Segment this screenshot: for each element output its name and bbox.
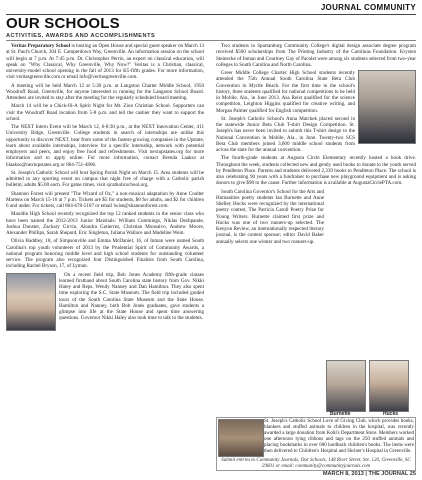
news-item: Mauldin High School recently recognized the top 12 ranked students in the senior class who have been named the 2012-2013 Junior Marshals: William Cummings, Niklas Dezhpande, Joshua Dunster, Zachary Girvin, Alondra Gutierrez, Christian Monsalvo, Andrew Moore, Alexander Phillips, Sarah Shepard, Eric Singleton, Juliana Wallace and Madeline Wein. (6, 211, 204, 236)
news-item: St. Joseph's Catholic School's Anna Matchek placed second in the statewide Junior Beta Club T-shirt Design Competition. St. Joseph's has never been invited to submit this T-shirt design to the National Convention in Mobile, Ala., in June. Twenty-two SCS Beta Club members joined 3,600 middle school students from across the state for the annual convention. (216, 115, 355, 153)
beta-club-photo (358, 70, 416, 144)
love-of-giving-photo (218, 419, 264, 457)
news-item: On a recent field trip, Bob Jones Academy fifth-grade classes learned firsthand about South Carolina state history from Gov. Nikki Haley and Reps. Wendy Nanney and Dan Hamilton. They also spent time exploring the S.C. State Museum. The field trip included guided tours of the South Carolina State Museum and the State House. Hamilton and Nanney, both Bob Jones graduates, gave students a glimpse into life at the State House and spent time answering questions. Governor Nikki Haley also took time to talk to the students. (6, 272, 204, 322)
field-trip-photo (6, 273, 56, 331)
news-item: March 14 will be a Chick-fil-A Spirit Night for Mt. Zion Christian School. Supporters can visit the Woodruff Road location from 5-8 p.m. and tell the cashier they want to support the school. (6, 103, 204, 122)
news-item: St. Joseph's Catholic School will host Spring Parish Night on March 15. Area students will be admitted to any sporting event on campus that night free of charge with a Catholic parish bulletin; adults $5.00 each. For game times, visit sjcatholicschool.org. (6, 169, 204, 189)
page-footer: MARCH 8, 2013 | THE JOURNAL 25 (322, 471, 416, 477)
left-column (6, 43, 204, 332)
hucks-caption: Hucks (383, 411, 399, 417)
news-item: The NEXT Intern Event will be March 12, 6-8:30 p.m., at the NEXT Innovation Center, 411 University Ridge, Greenville. College students in search of internships are unlike this opportunity to discover NEXT, hear from some of the fastest-growing companies in the Upstate, learn about available internships, interview for a specific internship, network with potential employers and peers, and enjoy free food and refreshments. Visit nextupstates.org for more information and to apply online. For more information, contact Brenda Laakso at blaakso@nextupstates.org or 864-751-4806. (6, 124, 204, 168)
news-item: Greer Middle College Charter High School students recently attended the 75th Annual South Carolina State Beta Club Convention in Myrtle Beach. For the first time in the school's history, three students qualified for national competitions to be held in Mobile, Ala., in June 2013. Asa Reist qualified for the science competition, Leighton Higgins qualified for creative writing, and Morgan Palmer qualified for English competition. (216, 70, 416, 114)
news-item: Two students in Spartanburg Community College's digital design associate degree program received $500 scholarships from The Printing Industry of the Carolinas Foundation. Krysten Steinecke of Inman and Courtney Gay of Pacolet were among six students selected from two-year colleges in South Carolina and North Carolina. (216, 43, 416, 68)
submit-note: Submit entries to Community Journals, Our Schools, 148 River Street, Ste. 120, Greenville, SC 29601 or email: community@communityjournals.com (221, 458, 411, 469)
news-item: Shannon Forest will present "The Wizard of Oz," a non-musical adaptation by Anne Coulter Martens on March 15-16 at 7 p.m. Tickets are $5 for students, $8 for adults, and $2 for children 6 and under. For tickets, call 864-678-5107 or email lwise@shannonforest.com. (6, 190, 204, 209)
section-subtitle: ACTIVITIES, AWARDS AND ACCOMPLISHMENTS (6, 33, 156, 39)
news-item: A meeting will be held March 12 at 5:30 p.m. at Langston Charter Middle School, 1950 Woodruff Road, Greenville, for anyone interested in running for the Langston School Board. Attendees are invited to stay after the meeting for the regularly scheduled board meeting. (6, 82, 204, 101)
subtitle-rule (6, 40, 416, 41)
news-item: South Carolina Governor's School for the Arts and Humanities poetry students Ian Burnette and Anne Shelley Hucks were recognized by the international poetry contest, The Patricia Caroll Poetry Prize for Young Writers. Burnette claimed first prize and Hucks was one of two runners-up selected. The Kenyon Review, an internationally respected literary journal, is the contest sponsor; editor David Baker annually selects one winner and two runners-up. (216, 188, 324, 245)
news-item: Olivia Baddley, 18, of Simpsonville and Emma McDaniel, 16, of Inman were named South Carolina's top youth volunteers of 2013 by the Prudential Spirit of Community Awards, a national program honoring middle level and high school students for outstanding volunteer service. The program also recognized four Distinguished Finalists from South Carolina, including Rachel Bryson, 17, of Lyman. (6, 238, 204, 270)
right-column (216, 43, 416, 247)
burnette-photo (326, 360, 366, 412)
burnette-caption: Burnette (330, 411, 351, 417)
news-item: Veritas Preparatory School is hosting an Open House and special guest speaker on March 13 at St. Paul's Church, 304 E. Camperdown Way, Greenville. An information session on the school will begin at 7 p.m. At 7:45 p.m. Dr. Christopher Perrin, an expert on classical education, will speak on "Why Classical, Why Greenville, Why Now?" Veritas is a Christian, classical, university-model school opening in the fall of 2013 for K5-fifth grades. For more information, visit veritasgreenville.com or email info@veritasgreenville.com. (6, 43, 204, 81)
news-item: The fourth-grade students at Augusta Circle Elementary recently hosted a book drive. Throughout the week, students collected new and gently used books to donate to the youth served by Pendleton Place. Parents and students delivered 2,339 books to Pendleton Place. The school is also celebrating 90 years with a fundraiser to purchase new playground equipment and is asking donors to give $90 to the cause. Further information is available at AugustaCirclePTA.com. (216, 155, 416, 187)
love-of-giving-text: St. Joseph's Catholic School Love of Giving Club, which provides books, blankets and stuffed animals to children in the hospital, was recently awarded a large donation from Kohl's Department Store. Members worked one afternoon tying ribbons and tags on the 250 stuffed animals and placing bookmarks in over 600 hardback children's books. The items were then delivered to Children's Hospital and Shriner's Hospital in Greenville. (264, 419, 414, 455)
hucks-photo (369, 360, 409, 412)
section-title: OUR SCHOOLS (6, 15, 120, 32)
section-tag: JOURNAL COMMUNITY (320, 3, 416, 12)
